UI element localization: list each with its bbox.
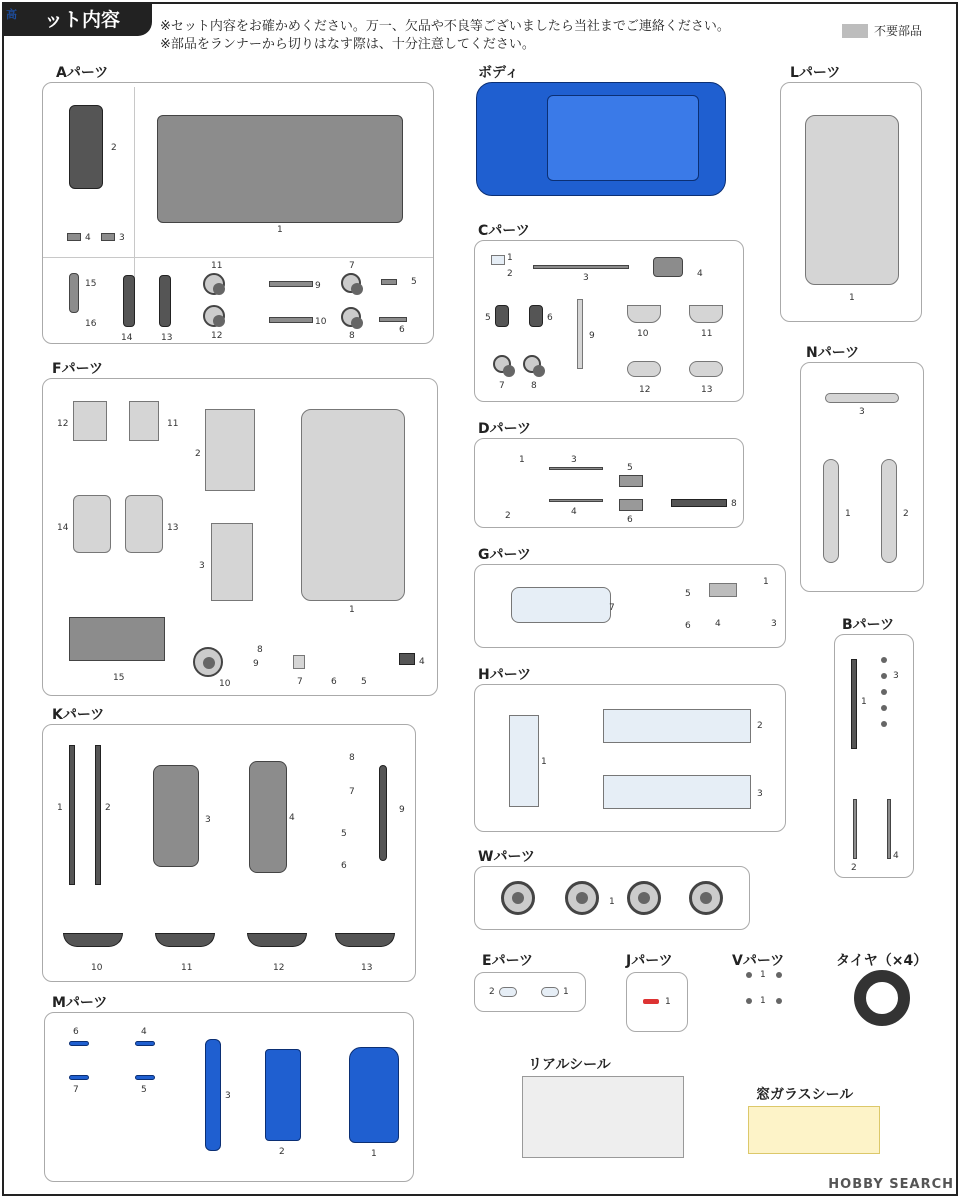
section-label-e: Eパーツ [482, 953, 534, 969]
part-number: 4 [85, 233, 91, 243]
part-f7 [293, 655, 305, 669]
body-roof [547, 95, 699, 181]
part-number: 7 [609, 603, 615, 613]
part-number: 4 [571, 507, 577, 517]
part-a14 [123, 275, 135, 327]
part-v1 [776, 972, 782, 978]
part-number: 5 [141, 1085, 147, 1095]
part-number: 5 [361, 677, 367, 687]
part-b3 [881, 673, 887, 679]
part-c8 [523, 355, 541, 373]
part-number: 13 [361, 963, 373, 973]
part-b3 [881, 721, 887, 727]
part-number: 3 [205, 815, 211, 825]
part-f3 [211, 523, 253, 601]
part-b3 [881, 705, 887, 711]
part-number: 8 [349, 753, 355, 763]
part-number: 11 [701, 329, 713, 339]
part-number: 10 [315, 317, 327, 327]
section-label-l: Lパーツ [790, 65, 841, 81]
part-number: 16 [85, 319, 97, 329]
part-d4 [549, 499, 603, 502]
part-number: 2 [757, 721, 763, 731]
part-number: 3 [119, 233, 125, 243]
part-number: 6 [331, 677, 337, 687]
part-number: 12 [639, 385, 651, 395]
part-b1 [851, 659, 857, 749]
part-c12 [627, 361, 661, 377]
part-a2 [69, 105, 103, 189]
part-a7 [341, 273, 361, 293]
section-label-d: Dパーツ [478, 421, 532, 437]
part-c9 [577, 299, 583, 369]
part-k2 [95, 745, 101, 885]
section-label-body: ボディ [478, 65, 519, 81]
watermark: HOBBY SEARCH [828, 1177, 954, 1192]
part-f4 [399, 653, 415, 665]
part-number: 4 [289, 813, 295, 823]
part-a10 [269, 317, 313, 323]
part-number: 6 [685, 621, 691, 631]
part-number: 6 [341, 861, 347, 871]
part-number: 4 [697, 269, 703, 279]
decal-sheet-window [748, 1106, 880, 1154]
part-number: 15 [85, 279, 97, 289]
part-number: 2 [903, 509, 909, 519]
part-f13 [125, 495, 163, 553]
part-number: 8 [531, 381, 537, 391]
part-a1-chassis [157, 115, 403, 223]
section-label-window-seal: 窓ガラスシール [756, 1087, 854, 1103]
part-k11 [155, 933, 215, 947]
part-number: 1 [349, 605, 355, 615]
part-m3 [205, 1039, 221, 1151]
runner-d [474, 438, 744, 528]
part-f14 [73, 495, 111, 553]
part-b3 [881, 657, 887, 663]
part-number: 2 [105, 803, 111, 813]
part-number: 7 [73, 1085, 79, 1095]
part-n1 [823, 459, 839, 563]
part-d3 [549, 467, 603, 470]
part-v1 [776, 998, 782, 1004]
legend-label: 不要部品 [874, 24, 923, 38]
divider [43, 257, 434, 258]
part-number: 8 [349, 331, 355, 341]
part-number: 12 [273, 963, 285, 973]
runner-n [800, 362, 924, 592]
part-k10 [63, 933, 123, 947]
part-f2 [205, 409, 255, 491]
part-k12 [247, 933, 307, 947]
part-number: 2 [851, 863, 857, 873]
section-label-b: Bパーツ [842, 617, 895, 633]
legend [842, 22, 922, 39]
part-number: 10 [637, 329, 649, 339]
section-label-a: Aパーツ [56, 65, 109, 81]
runner-b [834, 634, 914, 878]
part-h1 [509, 715, 539, 807]
part-number: 1 [277, 225, 283, 235]
part-number: 1 [507, 253, 513, 263]
part-number: 8 [257, 645, 263, 655]
part-number: 12 [57, 419, 69, 429]
runner-a [42, 82, 434, 344]
part-number: 1 [519, 455, 525, 465]
part-k1 [69, 745, 75, 885]
part-number: 1 [609, 897, 615, 907]
part-number: 7 [499, 381, 505, 391]
part-number: 2 [489, 987, 495, 997]
part-w-wheel [565, 881, 599, 915]
part-c13 [689, 361, 723, 377]
section-label-n: Nパーツ [806, 345, 860, 361]
part-number: 1 [849, 293, 855, 303]
part-number: 1 [845, 509, 851, 519]
part-number: 3 [225, 1091, 231, 1101]
part-h2 [603, 709, 751, 743]
part-c3 [533, 265, 629, 269]
note-line: ※セット内容をお確かめください。万一、欠品や不良等ございましたら当社までご連絡ください。 [160, 19, 730, 34]
part-number: 5 [411, 277, 417, 287]
part-k9 [379, 765, 387, 861]
part-w-wheel [689, 881, 723, 915]
part-body [476, 82, 726, 196]
part-f11 [129, 401, 159, 441]
part-number: 2 [195, 449, 201, 459]
part-j1 [643, 999, 659, 1004]
part-number: 10 [91, 963, 103, 973]
part-number: 9 [253, 659, 259, 669]
part-number: 1 [861, 697, 867, 707]
section-label-tire: タイヤ（×4） [836, 953, 928, 969]
part-k4 [249, 761, 287, 873]
part-f15-dashboard [69, 617, 165, 661]
page-title: ット内容 [4, 4, 152, 36]
part-c6 [529, 305, 543, 327]
part-number: 3 [199, 561, 205, 571]
part-a12 [203, 305, 225, 327]
part-a9 [269, 281, 313, 287]
part-number: 1 [57, 803, 63, 813]
runner-h [474, 684, 786, 832]
section-label-c: Cパーツ [478, 223, 530, 239]
part-n2 [881, 459, 897, 563]
part-number: 11 [181, 963, 193, 973]
part-h3 [603, 775, 751, 809]
decal-sheet-real [522, 1076, 684, 1158]
runner-f [42, 378, 438, 696]
part-number: 10 [219, 679, 231, 689]
part-g2 [709, 583, 737, 597]
part-c7 [493, 355, 511, 373]
part-m2 [265, 1049, 301, 1141]
part-number: 3 [893, 671, 899, 681]
part-c4 [653, 257, 683, 277]
legend-swatch [842, 24, 868, 38]
part-number: 11 [211, 261, 223, 271]
part-c1 [491, 255, 505, 265]
part-f10 [193, 647, 223, 677]
part-number: 1 [563, 987, 569, 997]
part-a15 [69, 273, 79, 313]
part-tire [854, 970, 910, 1026]
part-number: 6 [73, 1027, 79, 1037]
part-m1 [349, 1047, 399, 1143]
part-number: 4 [419, 657, 425, 667]
part-a5 [381, 279, 397, 285]
note-line: ※部品をランナーから切りはなす際は、十分注意してください。 [160, 37, 535, 52]
part-number: 12 [211, 331, 223, 341]
part-k3 [153, 765, 199, 867]
part-number: 3 [757, 789, 763, 799]
part-m7 [69, 1075, 89, 1080]
part-a11 [203, 273, 225, 295]
part-number: 5 [341, 829, 347, 839]
part-v1 [746, 998, 752, 1004]
runner-w [474, 866, 750, 930]
part-d5 [619, 475, 643, 487]
part-number: 3 [859, 407, 865, 417]
part-number: 3 [771, 619, 777, 629]
part-number: 6 [547, 313, 553, 323]
part-e2 [499, 987, 517, 997]
runner-m [44, 1012, 414, 1182]
part-number: 8 [731, 499, 737, 509]
part-number: 5 [627, 463, 633, 473]
part-number: 7 [297, 677, 303, 687]
part-number: 2 [505, 511, 511, 521]
runner-j [626, 972, 688, 1032]
part-k13 [335, 933, 395, 947]
section-label-w: Wパーツ [478, 849, 535, 865]
runner-k [42, 724, 416, 982]
part-d6 [619, 499, 643, 511]
part-c11 [689, 305, 723, 323]
part-c10 [627, 305, 661, 323]
section-label-h: Hパーツ [478, 667, 532, 683]
part-f1-interior [301, 409, 405, 601]
runner-e [474, 972, 586, 1012]
part-f12 [73, 401, 107, 441]
part-number: 7 [349, 261, 355, 271]
part-b3 [881, 689, 887, 695]
part-number: 2 [507, 269, 513, 279]
notes [160, 18, 730, 54]
section-label-f: Fパーツ [52, 361, 104, 377]
section-label-v: Vパーツ [732, 953, 785, 969]
part-number: 9 [315, 281, 321, 291]
part-b4 [887, 799, 891, 859]
part-g7-windshield [511, 587, 611, 623]
part-number: 4 [893, 851, 899, 861]
part-m6 [69, 1041, 89, 1046]
runner-l [780, 82, 922, 322]
part-number: 2 [111, 143, 117, 153]
part-w-wheel [501, 881, 535, 915]
part-number: 1 [371, 1149, 377, 1159]
part-number: 7 [349, 787, 355, 797]
part-number: 1 [763, 577, 769, 587]
cell-a2 [47, 87, 135, 297]
part-d8 [671, 499, 727, 507]
part-number: 9 [589, 331, 595, 341]
part-a13 [159, 275, 171, 327]
part-c5 [495, 305, 509, 327]
part-l1-roofrack [805, 115, 899, 285]
part-number: 14 [121, 333, 133, 343]
part-number: 1 [760, 996, 766, 1006]
runner-g [474, 564, 786, 648]
part-number: 1 [665, 997, 671, 1007]
part-number: 3 [571, 455, 577, 465]
part-e1 [541, 987, 559, 997]
part-v1 [746, 972, 752, 978]
part-number: 14 [57, 523, 69, 533]
part-a3 [101, 233, 115, 241]
part-a6 [379, 317, 407, 322]
part-number: 13 [167, 523, 179, 533]
part-number: 4 [141, 1027, 147, 1037]
part-number: 9 [399, 805, 405, 815]
part-number: 5 [485, 313, 491, 323]
part-number: 1 [541, 757, 547, 767]
part-number: 13 [701, 385, 713, 395]
part-number: 1 [760, 970, 766, 980]
part-a4 [67, 233, 81, 241]
section-label-j: Jパーツ [626, 953, 673, 969]
part-number: 15 [113, 673, 125, 683]
part-m5 [135, 1075, 155, 1080]
part-number: 5 [685, 589, 691, 599]
part-b2 [853, 799, 857, 859]
section-label-m: Mパーツ [52, 995, 108, 1011]
section-label-g: Gパーツ [478, 547, 531, 563]
part-number: 3 [583, 273, 589, 283]
part-number: 6 [399, 325, 405, 335]
part-w-wheel [627, 881, 661, 915]
part-number: 4 [715, 619, 721, 629]
site-logo: 高 [6, 8, 17, 21]
part-number: 11 [167, 419, 179, 429]
runner-c [474, 240, 744, 402]
section-label-k: Kパーツ [52, 707, 105, 723]
part-a8 [341, 307, 361, 327]
part-n3 [825, 393, 899, 403]
part-number: 13 [161, 333, 173, 343]
part-number: 6 [627, 515, 633, 525]
part-number: 2 [279, 1147, 285, 1157]
part-m4 [135, 1041, 155, 1046]
section-label-real-seal: リアルシール [528, 1057, 611, 1073]
